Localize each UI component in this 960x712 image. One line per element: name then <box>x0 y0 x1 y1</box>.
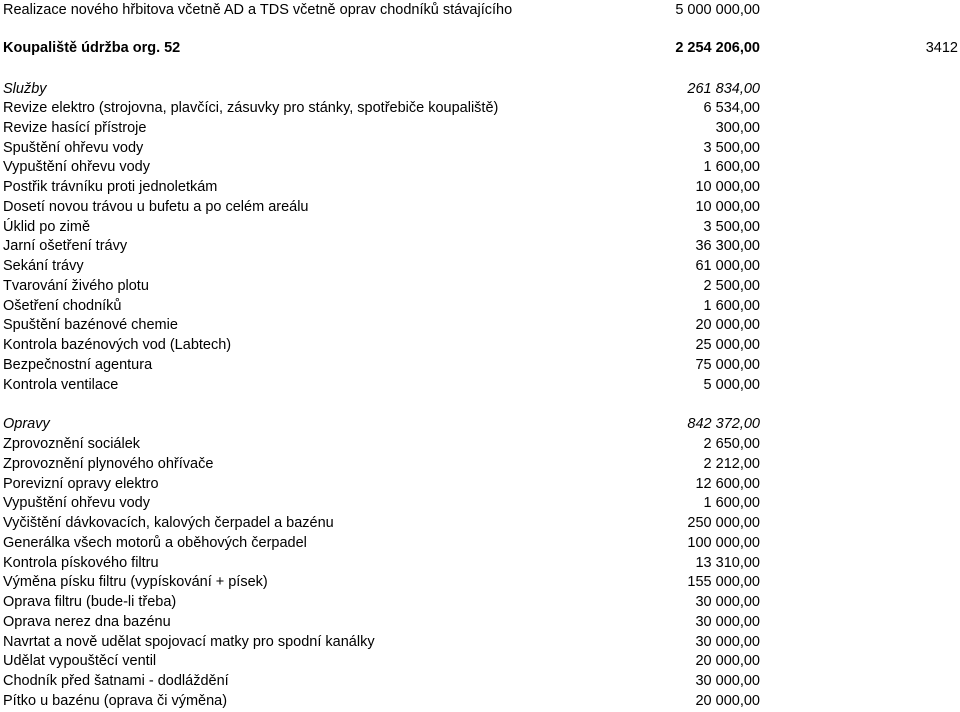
table-row <box>0 256 960 276</box>
item-label: Kontrola bazénových vod (Labtech) <box>3 337 232 353</box>
item-amount: 25 000,00 <box>695 337 760 353</box>
item-amount: 6 534,00 <box>703 100 760 116</box>
table-row <box>0 651 960 671</box>
services-label: Služby <box>3 81 47 97</box>
table-row <box>0 236 960 256</box>
item-label: Udělat vypouštěcí ventil <box>3 653 157 670</box>
table-row <box>0 375 960 395</box>
item-amount: 30 000,00 <box>695 633 760 650</box>
table-row <box>0 177 960 197</box>
item-amount: 20 000,00 <box>695 692 760 709</box>
item-label: Sekání trávy <box>3 258 84 274</box>
table-row <box>0 533 960 553</box>
section-amount: 2 254 206,00 <box>675 40 760 56</box>
item-amount: 12 600,00 <box>695 475 760 492</box>
item-amount: 13 310,00 <box>695 554 760 571</box>
item-amount: 10 000,00 <box>695 198 760 215</box>
item-label: Revize elektro (strojovna, plavčíci, zásuvky pro stánky, spotřebiče koupaliště) <box>3 100 499 116</box>
item-amount: 3 500,00 <box>703 139 760 156</box>
table-row <box>0 474 960 494</box>
item-label: Oprava filtru (bude-li třeba) <box>3 594 177 610</box>
table-row <box>0 217 960 237</box>
item-label: Navrtat a nově udělat spojovací matky pro spodní kanálky <box>3 633 375 650</box>
item-amount: 300,00 <box>715 119 760 136</box>
item-amount: 10 000,00 <box>695 179 760 195</box>
item-label: Zprovoznění sociálek <box>3 436 141 452</box>
item-amount: 100 000,00 <box>687 534 760 551</box>
table-row <box>0 572 960 592</box>
repairs-amount: 842 372,00 <box>687 416 760 432</box>
item-amount: 30 000,00 <box>695 673 760 689</box>
table-row <box>0 493 960 513</box>
table-row <box>0 671 960 691</box>
item-label: Vypuštění ohřevu vody <box>3 495 150 512</box>
table-row <box>0 296 960 316</box>
item-amount: 75 000,00 <box>695 356 760 373</box>
item-label: Porevizní opravy elektro <box>3 475 159 492</box>
table-row <box>0 98 960 118</box>
table-row <box>0 276 960 296</box>
table-row <box>0 513 960 533</box>
services-amount: 261 834,00 <box>687 81 760 97</box>
item-amount: 30 000,00 <box>695 594 760 610</box>
item-amount: 30 000,00 <box>695 613 760 630</box>
table-row <box>0 138 960 158</box>
table-row <box>0 197 960 217</box>
item-amount: 1 600,00 <box>703 297 760 314</box>
item-amount: 2 212,00 <box>703 455 760 472</box>
table-row <box>0 118 960 138</box>
item-label: Spuštění bazénové chemie <box>3 317 178 334</box>
item-label: Spuštění ohřevu vody <box>3 139 144 156</box>
item-label: Pítko u bazénu (oprava či výměna) <box>3 692 228 709</box>
item-label: Výměna písku filtru (vypískování + písek) <box>3 574 268 591</box>
item-label: Zprovoznění plynového ohřívače <box>3 455 214 472</box>
item-amount: 20 000,00 <box>695 653 760 670</box>
item-label: Revize hasící přístroje <box>3 119 147 136</box>
item-label: Ošetření chodníků <box>3 297 122 314</box>
item-label: Postřik trávníku proti jednoletkám <box>3 179 218 195</box>
item-label: Oprava nerez dna bazénu <box>3 613 171 630</box>
table-row <box>0 592 960 612</box>
item-label: Kontrola pískového filtru <box>3 554 159 571</box>
top-row-amount: 5 000 000,00 <box>675 2 760 18</box>
item-label: Generálka všech motorů a oběhových čerpadel <box>3 534 307 551</box>
table-row <box>0 355 960 375</box>
table-row <box>0 434 960 454</box>
item-label: Jarní ošetření trávy <box>3 238 128 255</box>
table-row <box>0 553 960 573</box>
item-amount: 36 300,00 <box>695 238 760 255</box>
section-code: 3412 <box>925 40 958 56</box>
item-label: Bezpečnostní agentura <box>3 356 153 373</box>
table-row <box>0 157 960 177</box>
item-amount: 1 600,00 <box>703 159 760 176</box>
table-row <box>0 335 960 355</box>
item-label: Vyčištění dávkovacích, kalových čerpadel a bazénu <box>3 515 334 531</box>
table-row <box>0 315 960 335</box>
item-amount: 5 000,00 <box>703 376 760 393</box>
top-row-label: Realizace nového hřbitova včetně AD a TDS včetně oprav chodníků stávajícího <box>3 2 513 18</box>
item-label: Chodník před šatnami - dodláždění <box>3 673 229 689</box>
item-amount: 20 000,00 <box>695 317 760 334</box>
item-label: Tvarování živého plotu <box>3 277 149 294</box>
table-row <box>0 691 960 711</box>
item-label: Dosetí novou trávou u bufetu a po celém areálu <box>3 198 309 215</box>
repairs-label: Opravy <box>3 416 50 432</box>
table-row <box>0 612 960 632</box>
item-amount: 2 500,00 <box>703 277 760 294</box>
item-amount: 250 000,00 <box>687 515 760 531</box>
item-amount: 61 000,00 <box>695 258 760 274</box>
item-amount: 1 600,00 <box>703 495 760 512</box>
item-label: Vypuštění ohřevu vody <box>3 159 150 176</box>
table-row <box>0 454 960 474</box>
section-label: Koupaliště údržba org. 52 <box>3 40 181 56</box>
item-amount: 155 000,00 <box>687 574 760 591</box>
table-row <box>0 632 960 652</box>
item-label: Úklid po zimě <box>3 218 91 235</box>
repairs-header <box>0 414 960 434</box>
item-amount: 3 500,00 <box>703 218 760 235</box>
top-row <box>0 0 960 20</box>
services-header <box>0 79 960 99</box>
item-label: Kontrola ventilace <box>3 376 119 393</box>
item-amount: 2 650,00 <box>703 436 760 452</box>
section-row <box>0 38 960 58</box>
